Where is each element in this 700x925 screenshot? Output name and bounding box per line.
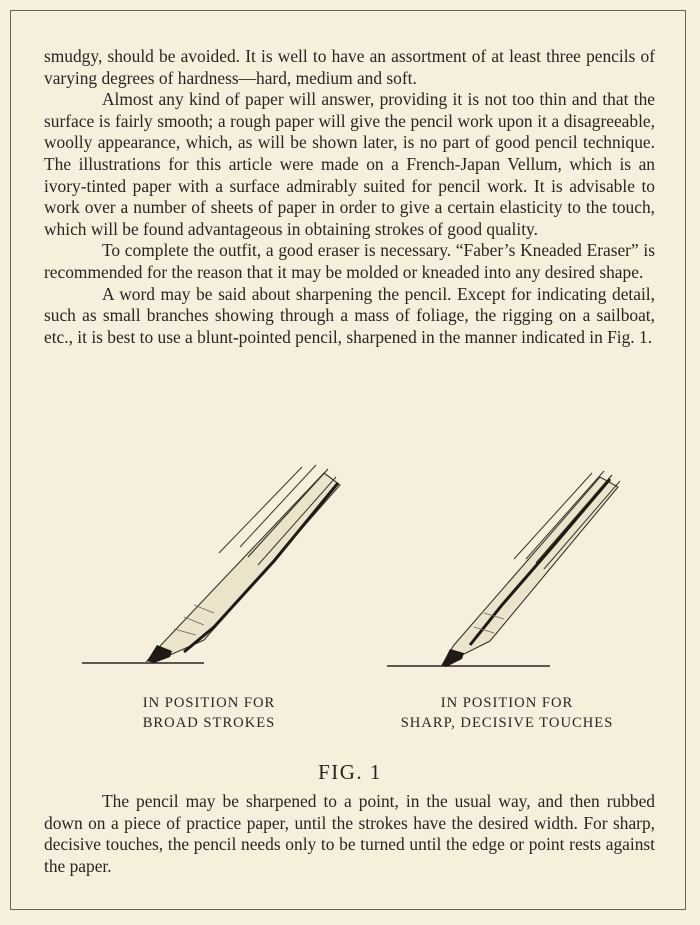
pencil-wood-left xyxy=(147,473,340,661)
body-text xyxy=(44,46,655,348)
paragraph-2: Almost any kind of paper will answer, providing it is not too thin and that the surface is fairly smooth; a rough paper will give the pencil work upon it a disagreeable, woolly appearance, which, as will be shown later, is no part of good pencil technique. The illustrations for this article were made on a French-Japan Vellum, which is an ivory-tinted paper with a surface admirably suited for pencil work. It is advisable to work over a number of sheets of paper in order to give a certain elasticity to the touch, which will be found advantageous in obtaining strokes of good quality. xyxy=(44,89,655,239)
figure-label: FIG. 1 xyxy=(318,760,382,784)
closing-text xyxy=(44,791,655,877)
paragraph-4: A word may be said about sharpening the pencil. Except for indicating detail, such as small branches showing through a mass of foliage, the rigging on a sailboat, etc., it is best to use a blunt-pointed pencil, sharpened in the manner indicated in Fig. 1. xyxy=(44,283,655,347)
caption-sharp-touches: IN POSITION FOR SHARP, DECISIVE TOUCHES xyxy=(400,695,614,731)
caption-broad-strokes: IN POSITION FOR BROAD STROKES xyxy=(142,695,276,731)
paragraph-1: smudgy, should be avoided. It is well to have an assortment of at least three pencils of varying degrees of hardness—hard, medium and soft. xyxy=(44,46,655,88)
pencil-broad-strokes xyxy=(82,465,340,663)
figure-1 xyxy=(44,455,655,745)
pencil-sharp-touches xyxy=(387,471,620,667)
paragraph-5: The pencil may be sharpened to a point, in the usual way, and then rubbed down on a piece of practice paper, until the strokes have the desired width. For sharp, decisive touches, the pencil needs only to be turned until the edge or point rests against the paper. xyxy=(44,791,655,876)
paragraph-3: To complete the outfit, a good eraser is necessary. “Faber’s Kneaded Eraser” is recommended for the reason that it may be molded or kneaded into any desired shape. xyxy=(44,240,655,282)
